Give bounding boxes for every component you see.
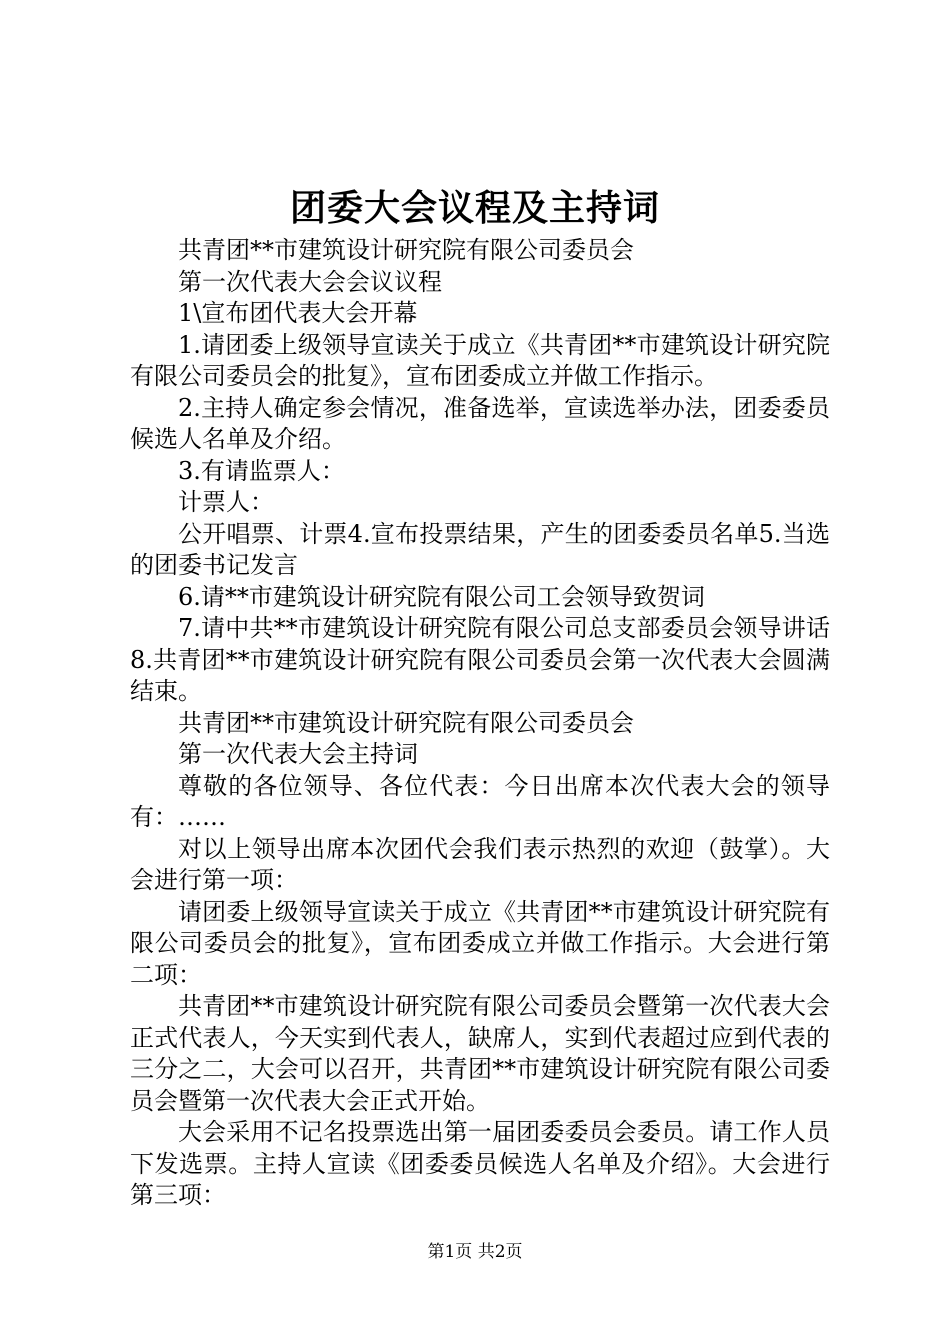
paragraph: 1\宣布团代表大会开幕 [178, 299, 418, 327]
paragraph: 第一次代表大会会议议程 [178, 267, 442, 296]
paragraph: 尊敬的各位领导、各位代表：今日出席本次代表大会的领导有：…… [130, 771, 830, 831]
document-body [130, 235, 830, 1212]
paragraph: 公开唱票、计票4.宣布投票结果，产生的团委委员名单5.当选的团委书记发言 [130, 519, 830, 579]
paragraph: 共青团**市建筑设计研究院有限公司委员会暨第一次代表大会正式代表人，今天实到代表人，缺席人，实到代表超过应到代表的三分之二，大会可以召开，共青团**市建筑设计研究院有限公司委员会暨第一次代表大会正式开始。 [130, 992, 830, 1115]
paragraph: 计票人： [178, 488, 274, 516]
paragraph: 1.请团委上级领导宣读关于成立《共青团**市建筑设计研究院有限公司委员会的批复》，宣布团委成立并做工作指示。 [130, 330, 830, 390]
paragraph: 第一次代表大会主持词 [178, 740, 418, 768]
paragraph: 大会采用不记名投票选出第一届团委委员会委员。请工作人员下发选票。主持人宣读《团委委员候选人名单及介绍》。大会进行第三项： [130, 1118, 830, 1209]
paragraph: 7.请中共**市建筑设计研究院有限公司总支部委员会领导讲话8.共青团**市建筑设计研究院有限公司委员会第一次代表大会圆满结束。 [130, 614, 830, 705]
paragraph: 请团委上级领导宣读关于成立《共青团**市建筑设计研究院有限公司委员会的批复》，宣布团委成立并做工作指示。大会进行第二项： [130, 897, 830, 989]
paragraph: 2.主持人确定参会情况，准备选举，宣读选举办法，团委委员候选人名单及介绍。 [130, 393, 830, 453]
paragraph: 3.有请监票人： [178, 456, 345, 485]
paragraph: 共青团**市建筑设计研究院有限公司委员会 [178, 236, 634, 264]
document-title: 团委大会议程及主持词 [289, 187, 660, 229]
paragraph: 对以上领导出席本次团代会我们表示热烈的欢迎（鼓掌）。大会进行第一项： [130, 834, 830, 894]
page-footer: 第1页 共2页 [427, 1242, 523, 1262]
paragraph: 共青团**市建筑设计研究院有限公司委员会 [178, 708, 634, 737]
paragraph: 6.请**市建筑设计研究院有限公司工会领导致贺词 [178, 582, 705, 611]
